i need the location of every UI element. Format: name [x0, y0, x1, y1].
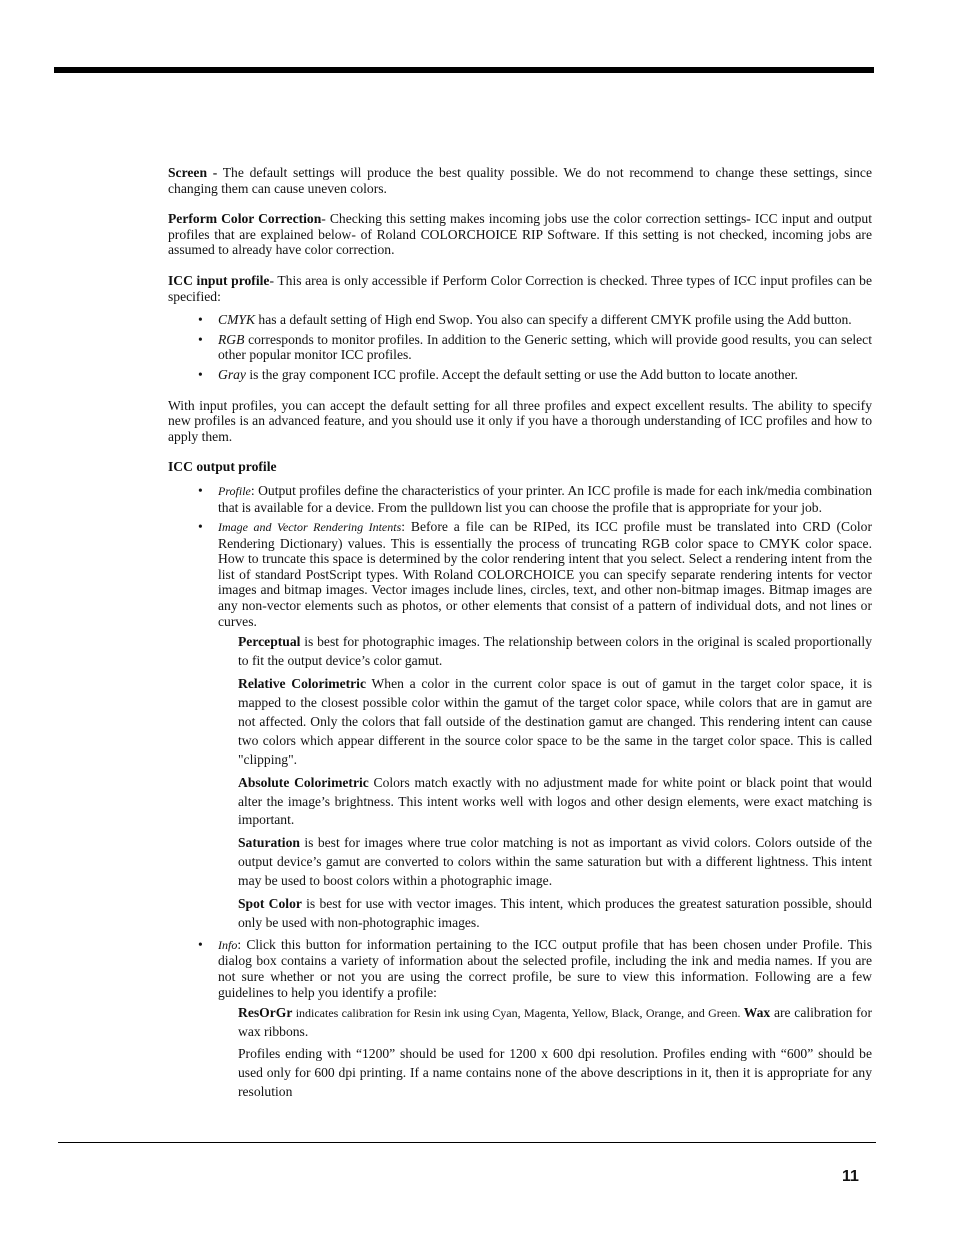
rgb-text: corresponds to monitor profiles. In addition to the Generic setting, which will provide good results, you can select other popular monitor ICC profiles. — [218, 331, 872, 363]
intent-absolute-text: Colors match exactly with no adjustment made for white point or black point that would alter the image’s brightness. This intent works well with logos and other design elements, were exact matching is important. — [238, 774, 872, 828]
wax-text: are calibration for wax ribbons. — [238, 1005, 872, 1039]
list-item-info — [218, 937, 872, 1101]
info-term: Info — [218, 937, 238, 952]
cmyk-text: has a default setting of High end Swop. You also can specify a different CMYK profile using the Add button. — [255, 312, 852, 328]
profile-term: Profile — [218, 483, 251, 498]
icc-input-text: - This area is only accessible if Perform Color Correction is checked. Three types of ICC input profiles can be specified: — [168, 272, 872, 304]
gray-term: Gray — [218, 366, 246, 382]
intent-saturation-label: Saturation — [238, 835, 300, 851]
rendering-intents-text: : Before a file can be RIPed, its ICC profile must be translated into CRD (Color Rendering Dictionary) values. This is essentially the process of truncating RGB color space to CMYK color space. How to truncate this space is determined by the color rendering intent that you select. Select a rendering intent from the list of standard PostScript types. With Roland COLORCHOICE you can specify separate rendering intents for vector images and bitmap images. Vector images include lines, circles, text, and other non-bitmap images. Bitmap images are any non-vector elements such as photos, or other elements that consist of a pattern of individual dots, and not lines or curves. — [218, 519, 872, 629]
intent-perceptual-text: is best for photographic images. The relationship between colors in the original is scaled proportionally to fit the output device’s color gamut. — [238, 634, 872, 669]
list-item-profile — [218, 483, 872, 515]
icc-input-list — [168, 312, 872, 382]
resorgr-label: ResOrGr — [238, 1005, 293, 1021]
color-correction-text: - Checking this setting makes incoming jobs use the color correction settings- ICC input and output profiles that are explained below- of Roland COLORCHOICE RIP Software. If this setting is not checked, incoming jobs are assumed to already have color correction. — [168, 211, 872, 258]
resorgr-paragraph — [238, 1004, 872, 1041]
intent-spot-text: is best for use with vector images. This intent, which produces the greatest saturation possible, should only be used with non-photographic images. — [238, 896, 872, 930]
rendering-intent-options — [218, 633, 872, 933]
screen-paragraph — [168, 165, 872, 196]
icc-input-paragraph — [168, 273, 872, 304]
gray-text: is the gray component ICC profile. Accept the default setting or use the Add button to locate another. — [245, 366, 798, 382]
intent-relative-text: When a color in the current color space is out of gamut in the target color space, it is mapped to the closest possible color within the gamut of the target color space, while colors that are in gamut are not affected. Only the colors that fall outside of the destination gamut are changed. This rendering intent can cause two colors which appear different in the source color space to be the same in the target color space. This is called "clipping". — [238, 676, 872, 767]
intent-absolute-colorimetric — [238, 774, 872, 831]
screen-label: Screen - — [168, 165, 218, 180]
info-text: : Click this button for information pertaining to the ICC output profile that has been chosen under Profile. This dialog box contains a variety of information about the selected profile, including the ink and media names. If you are not sure whether or not you are using the correct profile, be sure to view this information. Following are a few guidelines to help you identify a profile: — [218, 936, 872, 1000]
intent-perceptual — [238, 633, 872, 671]
resolution-paragraph: Profiles ending with “1200” should be used for 1200 x 600 dpi resolution. Profiles ending with “600” should be used only for 600 dpi printing. If a name contains none of the above descriptions in it, then it is appropriate for any resolution — [238, 1046, 872, 1099]
list-item-gray — [218, 367, 872, 383]
icc-output-heading: ICC output profile — [168, 459, 277, 475]
profile-guidelines — [218, 1004, 872, 1101]
intent-saturation-text: is best for images where true color matching is not as important as vivid colors. Colors outside of the output device’s gamut are converted to colors within the same saturation but with a different lightness. This intent may be used to boost colors within a photographic image. — [238, 835, 872, 889]
list-item-rendering-intents — [218, 519, 872, 933]
icc-input-label: ICC input profile — [168, 272, 270, 288]
page-content — [168, 165, 872, 1116]
resorgr-text: indicates calibration for Resin ink using Cyan, Magenta, Yellow, Black, Orange, and Green. — [292, 1006, 744, 1021]
color-correction-paragraph — [168, 211, 872, 258]
cmyk-term: CMYK — [218, 312, 256, 328]
list-item-cmyk — [218, 312, 872, 328]
icc-output-list — [168, 483, 872, 1101]
profile-text: : Output profiles define the characteristics of your printer. An ICC profile is made for each ink/media combination that is available for a device. From the pulldown list you can choose the profile that is appropriate for your job. — [218, 482, 872, 515]
list-item-rgb — [218, 332, 872, 363]
intent-spot-label: Spot Color — [238, 896, 302, 912]
footer-rule — [58, 1142, 876, 1143]
intent-perceptual-label: Perceptual — [238, 634, 301, 650]
rgb-term: RGB — [218, 331, 245, 347]
screen-text: The default settings will produce the best quality possible. We do not recommend to change these settings, since changing them can cause uneven colors. — [168, 165, 872, 196]
intent-relative-label: Relative Colorimetric — [238, 676, 366, 692]
header-rule — [54, 67, 874, 73]
input-profiles-paragraph: With input profiles, you can accept the default setting for all three profiles and expect excellent results. The ability to specify new profiles is an advanced feature, and you should use it only if you have a thorough understanding of ICC profiles and how to apply them. — [168, 397, 872, 444]
rendering-intents-term: Image and Vector Rendering Intents — [218, 520, 402, 535]
color-correction-label: Perform Color Correction — [168, 211, 322, 227]
page-number: 11 — [842, 1168, 859, 1185]
intent-relative-colorimetric — [238, 675, 872, 770]
wax-label: Wax — [743, 1005, 771, 1021]
intent-saturation — [238, 834, 872, 891]
intent-spot-color — [238, 895, 872, 933]
intent-absolute-label: Absolute Colorimetric — [238, 774, 369, 790]
